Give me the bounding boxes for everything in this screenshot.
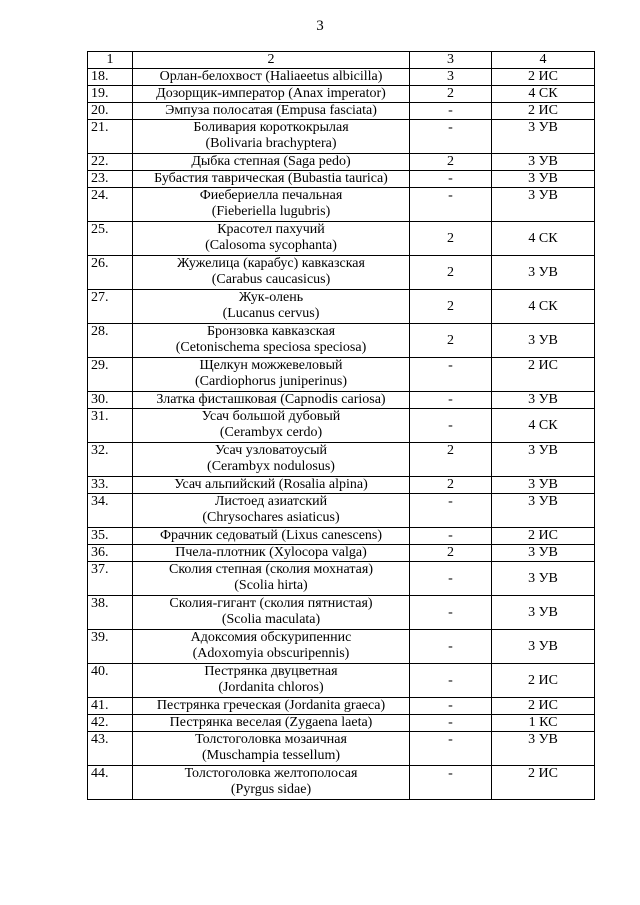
species-name-line: Фиебериелла печальная <box>199 188 343 203</box>
category-cell: - <box>410 494 492 528</box>
species-name-line: Толстоголовка желтополосая <box>184 766 358 781</box>
category-cell: - <box>410 358 492 392</box>
category-cell: - <box>410 171 492 188</box>
category-cell: - <box>410 630 492 664</box>
category-cell: - <box>410 715 492 732</box>
status-cell: 3 УВ <box>492 154 595 171</box>
row-number: 36. <box>88 545 133 562</box>
table-row <box>88 290 595 324</box>
category-cell: 2 <box>410 86 492 103</box>
species-name <box>133 188 410 222</box>
species-name <box>133 477 410 494</box>
table-row <box>88 103 595 120</box>
row-number: 22. <box>88 154 133 171</box>
table-row <box>88 69 595 86</box>
row-number: 20. <box>88 103 133 120</box>
species-name <box>133 256 410 290</box>
header-col-1: 1 <box>88 52 133 69</box>
row-number: 37. <box>88 562 133 596</box>
species-name-line: Жужелица (карабус) кавказская <box>177 256 365 271</box>
species-name-line: Орлан-белохвост (Haliaeetus albicilla) <box>159 69 383 84</box>
species-name-line: Щелкун можжевеловый <box>199 358 343 373</box>
species-name <box>133 120 410 154</box>
status-cell: 3 УВ <box>492 732 595 766</box>
category-cell: 3 <box>410 69 492 86</box>
table-row <box>88 630 595 664</box>
category-cell: - <box>410 596 492 630</box>
species-name-line: Усач большой дубовый <box>201 409 341 424</box>
species-name-line: Адоксомия обскурипеннис <box>190 630 352 645</box>
species-name-line: Сколия степная (сколия мохнатая) <box>168 562 373 577</box>
status-cell: 3 УВ <box>492 477 595 494</box>
table-row <box>88 732 595 766</box>
status-cell: 3 УВ <box>492 630 595 664</box>
species-latin-line: (Carabus caucasicus) <box>211 272 331 287</box>
species-name <box>133 324 410 358</box>
species-name <box>133 664 410 698</box>
status-cell: 3 УВ <box>492 494 595 528</box>
page-number: 3 <box>316 18 324 34</box>
status-cell: 2 ИС <box>492 528 595 545</box>
status-cell: 2 ИС <box>492 69 595 86</box>
species-name-line: Боливария короткокрылая <box>193 120 349 135</box>
species-name-line: Пестрянка веселая (Zygaena laeta) <box>169 715 373 730</box>
table-row <box>88 392 595 409</box>
table-row <box>88 528 595 545</box>
species-name <box>133 103 410 120</box>
species-latin-line: (Cerambyx cerdo) <box>219 425 323 440</box>
category-cell: - <box>410 528 492 545</box>
species-latin-line: (Scolia maculata) <box>221 612 321 627</box>
table-row <box>88 120 595 154</box>
row-number: 42. <box>88 715 133 732</box>
category-cell: 2 <box>410 154 492 171</box>
species-latin-line: (Fieberiella lugubris) <box>211 204 331 219</box>
species-latin-line: (Lucanus cervus) <box>222 306 320 321</box>
species-name <box>133 443 410 477</box>
row-number: 23. <box>88 171 133 188</box>
category-cell: 2 <box>410 324 492 358</box>
status-cell: 3 УВ <box>492 256 595 290</box>
status-cell: 3 УВ <box>492 171 595 188</box>
species-latin-line: (Muschampia tessellum) <box>201 748 341 763</box>
species-name <box>133 596 410 630</box>
status-cell: 3 УВ <box>492 392 595 409</box>
species-name-line: Пестрянка двуцветная <box>204 664 338 679</box>
category-cell: - <box>410 698 492 715</box>
status-cell: 1 КС <box>492 715 595 732</box>
row-number: 25. <box>88 222 133 256</box>
category-cell: - <box>410 409 492 443</box>
species-name-line: Толстоголовка мозаичная <box>195 732 347 747</box>
category-cell: - <box>410 103 492 120</box>
status-cell: 3 УВ <box>492 562 595 596</box>
row-number: 41. <box>88 698 133 715</box>
table-row <box>88 477 595 494</box>
row-number: 34. <box>88 494 133 528</box>
category-cell: 2 <box>410 290 492 324</box>
species-name <box>133 171 410 188</box>
species-name-line: Листоед азиатский <box>214 494 328 509</box>
status-cell: 3 УВ <box>492 596 595 630</box>
species-name <box>133 528 410 545</box>
row-number: 43. <box>88 732 133 766</box>
species-name-line: Красотел пахучий <box>217 222 325 237</box>
species-name-line: Дозорщик-император (Anax imperator) <box>156 86 386 101</box>
table-row <box>88 664 595 698</box>
category-cell: 2 <box>410 545 492 562</box>
category-cell: 2 <box>410 443 492 477</box>
table-row <box>88 154 595 171</box>
species-name <box>133 545 410 562</box>
status-cell: 3 УВ <box>492 443 595 477</box>
row-number: 21. <box>88 120 133 154</box>
status-cell: 4 СК <box>492 86 595 103</box>
status-cell: 3 УВ <box>492 120 595 154</box>
status-cell: 2 ИС <box>492 664 595 698</box>
header-col-2: 2 <box>133 52 410 69</box>
species-name <box>133 630 410 664</box>
row-number: 28. <box>88 324 133 358</box>
category-cell: 2 <box>410 256 492 290</box>
species-latin-line: (Bolivaria brachyptera) <box>205 136 337 151</box>
species-latin-line: (Pyrgus sidae) <box>230 782 312 797</box>
species-name-line: Эмпуза полосатая (Empusa fasciata) <box>165 103 377 118</box>
species-name-line: Усач узловатоусый <box>214 443 328 458</box>
row-number: 19. <box>88 86 133 103</box>
species-latin-line: (Cetonischema speciosa speciosa) <box>175 340 367 355</box>
row-number: 35. <box>88 528 133 545</box>
category-cell: - <box>410 766 492 800</box>
category-cell: 2 <box>410 222 492 256</box>
category-cell: - <box>410 664 492 698</box>
table-row <box>88 715 595 732</box>
species-name <box>133 392 410 409</box>
row-number: 33. <box>88 477 133 494</box>
row-number: 40. <box>88 664 133 698</box>
species-name <box>133 222 410 256</box>
species-name-line: Фрачник седоватый (Lixus canescens) <box>159 528 383 543</box>
status-cell: 4 СК <box>492 409 595 443</box>
row-number: 32. <box>88 443 133 477</box>
row-number: 31. <box>88 409 133 443</box>
species-latin-line: (Chrysochares asiaticus) <box>202 510 340 525</box>
species-name <box>133 715 410 732</box>
species-name <box>133 732 410 766</box>
table-row <box>88 596 595 630</box>
table-header-row <box>88 52 595 69</box>
species-name <box>133 69 410 86</box>
table-row <box>88 188 595 222</box>
row-number: 39. <box>88 630 133 664</box>
category-cell: - <box>410 732 492 766</box>
species-name-line: Дыбка степная (Saga pedo) <box>191 154 351 169</box>
species-name-line: Пестрянка греческая (Jordanita graeca) <box>156 698 386 713</box>
species-name-line: Пчела-плотник (Xylocopa valga) <box>175 545 367 560</box>
species-name-line: Усач альпийский (Rosalia alpina) <box>174 477 368 492</box>
table-row <box>88 443 595 477</box>
row-number: 29. <box>88 358 133 392</box>
species-latin-line: (Calosoma sycophanta) <box>205 238 337 253</box>
species-name-line: Бронзовка кавказская <box>206 324 336 339</box>
species-name <box>133 562 410 596</box>
table-row <box>88 171 595 188</box>
status-cell: 4 СК <box>492 290 595 324</box>
category-cell: 2 <box>410 477 492 494</box>
species-name <box>133 358 410 392</box>
species-latin-line: (Adoxomyia obscuripennis) <box>192 646 350 661</box>
species-name <box>133 409 410 443</box>
category-cell: - <box>410 392 492 409</box>
row-number: 30. <box>88 392 133 409</box>
species-name <box>133 86 410 103</box>
table-row <box>88 494 595 528</box>
status-cell: 2 ИС <box>492 358 595 392</box>
status-cell: 2 ИС <box>492 698 595 715</box>
table-row <box>88 222 595 256</box>
row-number: 24. <box>88 188 133 222</box>
species-name-line: Жук-олень <box>238 290 304 305</box>
header-col-3: 3 <box>410 52 492 69</box>
species-latin-line: (Scolia hirta) <box>234 578 308 593</box>
species-latin-line: (Cardiophorus juniperinus) <box>194 374 348 389</box>
status-cell: 4 СК <box>492 222 595 256</box>
category-cell: - <box>410 120 492 154</box>
species-name <box>133 290 410 324</box>
category-cell: - <box>410 188 492 222</box>
table-row <box>88 324 595 358</box>
species-name <box>133 154 410 171</box>
species-table <box>87 51 595 800</box>
table-body <box>88 52 595 800</box>
table-row <box>88 358 595 392</box>
table-row <box>88 86 595 103</box>
species-name-line: Златка фисташковая (Capnodis cariosa) <box>156 392 386 407</box>
category-cell: - <box>410 562 492 596</box>
species-name-line: Сколия-гигант (сколия пятнистая) <box>169 596 373 611</box>
row-number: 18. <box>88 69 133 86</box>
table-row <box>88 766 595 800</box>
species-latin-line: (Jordanita chloros) <box>218 680 324 695</box>
status-cell: 3 УВ <box>492 188 595 222</box>
species-name <box>133 494 410 528</box>
table-row <box>88 409 595 443</box>
row-number: 44. <box>88 766 133 800</box>
table-row <box>88 256 595 290</box>
status-cell: 3 УВ <box>492 324 595 358</box>
species-name <box>133 698 410 715</box>
species-name <box>133 766 410 800</box>
status-cell: 2 ИС <box>492 766 595 800</box>
species-name-line: Бубастия таврическая (Bubastia taurica) <box>154 171 388 186</box>
row-number: 27. <box>88 290 133 324</box>
table-row <box>88 545 595 562</box>
species-latin-line: (Cerambyx nodulosus) <box>207 459 335 474</box>
table-row <box>88 698 595 715</box>
row-number: 26. <box>88 256 133 290</box>
header-col-4: 4 <box>492 52 595 69</box>
status-cell: 3 УВ <box>492 545 595 562</box>
table-row <box>88 562 595 596</box>
row-number: 38. <box>88 596 133 630</box>
status-cell: 2 ИС <box>492 103 595 120</box>
